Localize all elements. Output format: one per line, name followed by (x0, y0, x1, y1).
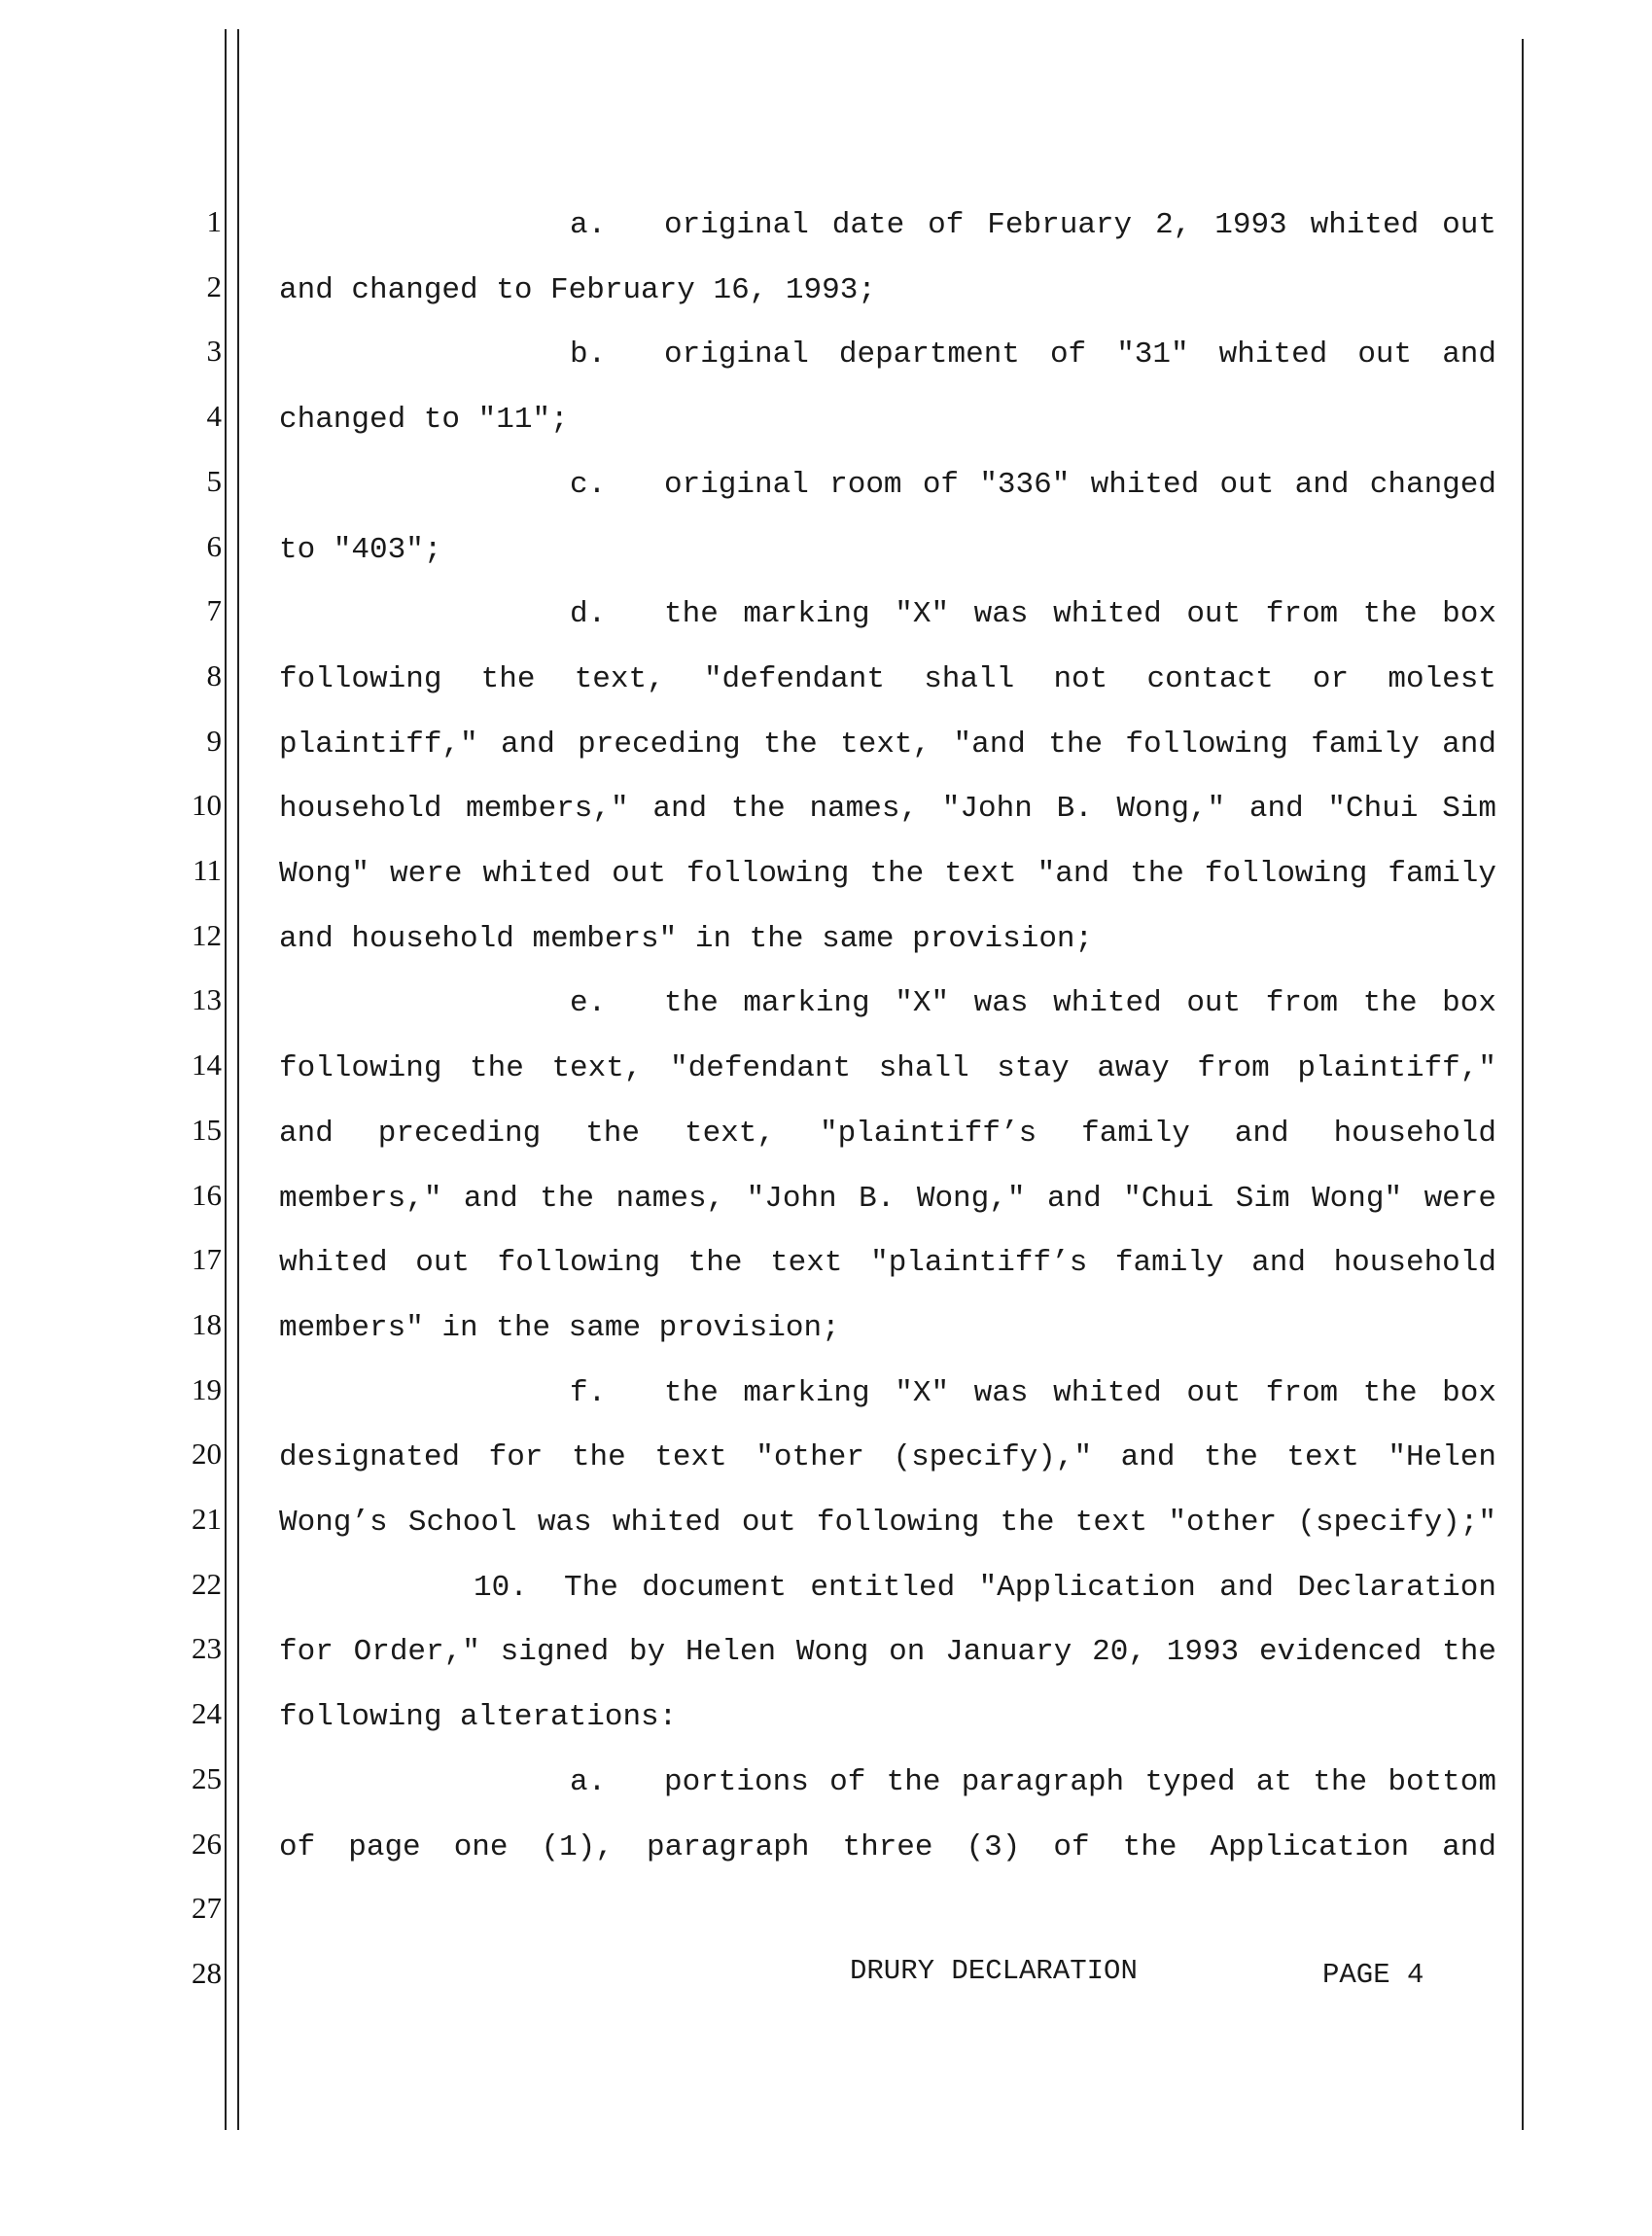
line-number: 25 (192, 1760, 222, 1795)
line-number: 18 (192, 1306, 222, 1341)
item-label: c. (570, 467, 607, 502)
line-text: designated for the text "other (specify)," and the text "Helen (279, 1440, 1496, 1475)
line-text: original date of February 2, 1993 whited out (664, 208, 1496, 242)
line-text: The document entitled "Application and Declaration (564, 1570, 1496, 1605)
line-number: 12 (192, 917, 222, 952)
line-number: 23 (192, 1631, 222, 1666)
line-text: to "403"; (279, 532, 442, 567)
line-number: 20 (192, 1437, 222, 1472)
item-label: e. (570, 986, 607, 1021)
line-number: 1 (206, 204, 222, 238)
line-text: for Order," signed by Helen Wong on January 20, 1993 evidenced the (279, 1635, 1496, 1670)
line-text: and household members" in the same provision; (279, 921, 1094, 956)
item-label: f. (570, 1375, 607, 1410)
line-number: 7 (206, 593, 222, 628)
line-number: 26 (192, 1826, 222, 1861)
line-number: 10 (192, 788, 222, 823)
footer-page-number: PAGE 4 (1322, 1959, 1424, 1991)
line-number: 16 (192, 1177, 222, 1212)
line-number: 6 (206, 528, 222, 563)
line-number: 2 (206, 268, 222, 303)
left-margin-rule-outer (225, 29, 227, 2130)
item-label: b. (570, 337, 607, 373)
line-number: 8 (206, 657, 222, 692)
line-number: 21 (192, 1502, 222, 1536)
line-number: 24 (192, 1696, 222, 1731)
item-label: 10. (474, 1570, 528, 1605)
line-text: of page one (1), paragraph three (3) of the Application and (279, 1829, 1496, 1864)
line-text: plaintiff," and preceding the text, "and the following family and (279, 727, 1496, 762)
line-number: 22 (192, 1566, 222, 1601)
line-number: 15 (192, 1112, 222, 1147)
line-number: 9 (206, 723, 222, 758)
line-text: following the text, "defendant shall stay away from plaintiff," (279, 1051, 1496, 1086)
line-text: and preceding the text, "plaintiff’s family and household (279, 1116, 1496, 1151)
line-text: and changed to February 16, 1993; (279, 272, 876, 307)
line-text: household members," and the names, "John B. Wong," and "Chui Sim (279, 792, 1496, 827)
line-text: Wong" were whited out following the text "and the following family (279, 857, 1496, 891)
line-text: the marking "X" was whited out from the box (664, 597, 1496, 632)
line-text: members," and the names, "John B. Wong," and "Chui Sim Wong" were (279, 1181, 1496, 1216)
line-number: 14 (192, 1047, 222, 1083)
line-text: whited out following the text "plaintiff’s family and household (279, 1246, 1496, 1281)
line-number: 28 (192, 1955, 222, 1990)
line-text: following the text, "defendant shall not contact or molest (279, 661, 1496, 696)
line-number: 13 (192, 982, 222, 1017)
line-text: members" in the same provision; (279, 1310, 840, 1345)
line-text: the marking "X" was whited out from the box (664, 986, 1496, 1021)
line-text: original room of "336" whited out and changed (664, 467, 1496, 502)
line-text: portions of the paragraph typed at the bottom (664, 1764, 1496, 1799)
item-label: d. (570, 597, 607, 632)
right-margin-rule (1522, 39, 1524, 2130)
line-number: 11 (193, 853, 222, 887)
line-text: original department of "31" whited out and (664, 337, 1496, 373)
line-number: 17 (192, 1242, 222, 1277)
line-number: 4 (206, 399, 222, 434)
line-number: 3 (206, 334, 222, 369)
footer-title: DRURY DECLARATION (850, 1955, 1138, 1987)
line-text: Wong’s School was whited out following the text "other (specify);" (279, 1506, 1496, 1540)
item-label: a. (570, 1764, 607, 1799)
line-text: the marking "X" was whited out from the box (664, 1375, 1496, 1410)
line-text: following alterations: (279, 1700, 678, 1735)
line-text: changed to "11"; (279, 403, 569, 438)
left-margin-rule-inner (237, 29, 239, 2130)
line-number: 19 (192, 1371, 222, 1406)
item-label: a. (570, 208, 607, 242)
line-number: 5 (206, 463, 222, 498)
line-number: 27 (192, 1891, 222, 1926)
